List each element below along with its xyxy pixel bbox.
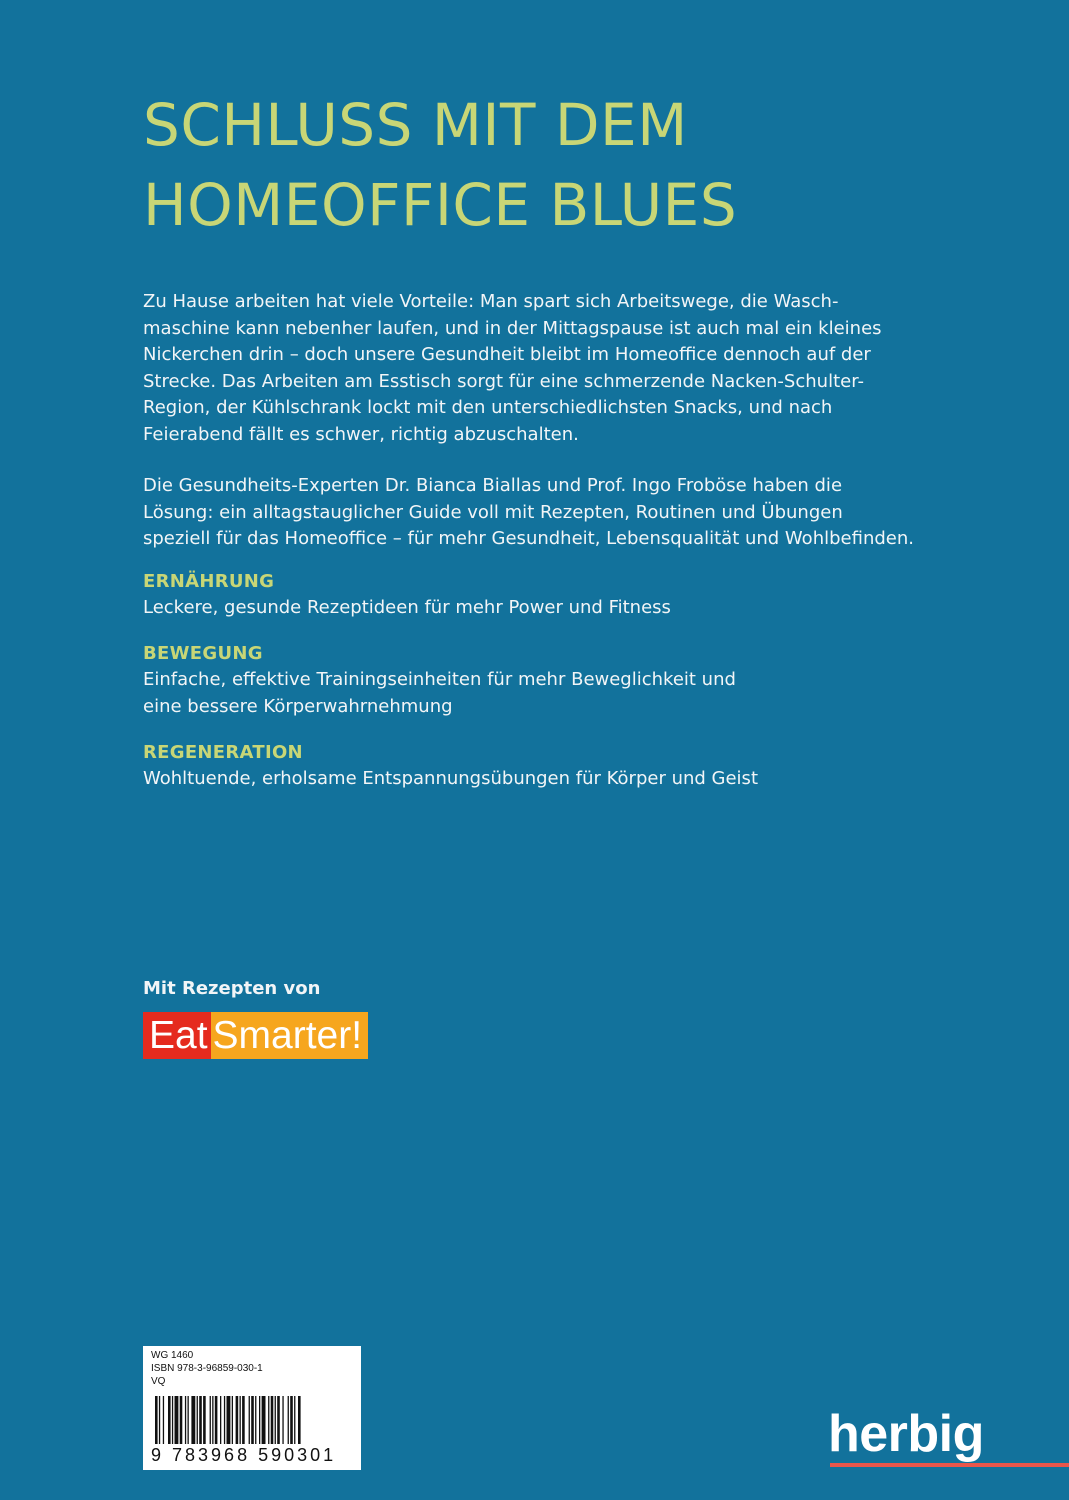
barcode-isbn: ISBN 978-3-96859-030-1 <box>151 1363 263 1374</box>
barcode-icon <box>155 1396 351 1446</box>
recipes-label: Mit Rezepten von <box>143 978 321 999</box>
section-movement <box>143 641 903 720</box>
section-text: Wohltuende, erholsame Entspannungsübungen für Körper und Geist <box>143 768 758 789</box>
section-heading: ERNÄHRUNG <box>143 570 275 592</box>
text-line: Die Gesundheits-Experten Dr. Bianca Biallas und Prof. Ingo Froböse haben die <box>143 475 843 496</box>
text-line: Nickerchen drin – doch unsere Gesundheit bleibt im Homeoffice dennoch auf der <box>143 344 871 365</box>
text-line: Feierabend fällt es schwer, richtig abzuschalten. <box>143 423 579 445</box>
barcode-label <box>143 1346 361 1470</box>
text-line: Region, der Kühlschrank lockt mit den unterschiedlichsten Snacks, und nach <box>143 397 833 418</box>
paragraph-2 <box>143 473 914 553</box>
publisher-underline <box>830 1463 1069 1467</box>
logo-part-smarter: Smarter! <box>211 1012 369 1059</box>
book-title <box>143 85 737 245</box>
barcode-wg: WG 1460 <box>151 1350 194 1361</box>
section-nutrition <box>143 569 903 622</box>
section-text: eine bessere Körperwahrnehmung <box>143 695 453 717</box>
blurb <box>143 289 914 793</box>
text-line: Zu Hause arbeiten hat viele Vorteile: Man spart sich Arbeitswege, die Wasch- <box>143 291 839 312</box>
title-line-2: HOMEOFFICE BLUES <box>143 171 738 239</box>
section-heading: REGENERATION <box>143 742 303 763</box>
text-line: speziell für das Homeoffice – für mehr Gesundheit, Lebensqualität und Wohlbefinden. <box>143 528 914 549</box>
section-text: Einfache, effektive Trainingseinheiten für mehr Beweglichkeit und <box>143 669 736 690</box>
publisher-logo: herbig <box>828 1405 984 1463</box>
text-line: Strecke. Das Arbeiten am Esstisch sorgt für eine schmerzende Nacken-Schulter- <box>143 370 864 392</box>
section-text: Leckere, gesunde Rezeptideen für mehr Power und Fitness <box>143 596 671 618</box>
section-heading: BEWEGUNG <box>143 643 263 664</box>
title-line-1: SCHLUSS MIT DEM <box>143 91 688 159</box>
barcode-code: VQ <box>151 1376 166 1387</box>
logo-part-eat: Eat <box>143 1012 211 1059</box>
barcode-digits: 9 783968 590301 <box>151 1445 337 1465</box>
paragraph-1 <box>143 289 903 448</box>
text-line: maschine kann nebenher laufen, und in der Mittagspause ist auch mal ein kleines <box>143 317 882 339</box>
section-regeneration <box>143 740 903 793</box>
text-line: Lösung: ein alltagstauglicher Guide voll mit Rezepten, Routinen und Übungen <box>143 501 843 523</box>
eatsmarter-logo <box>143 1012 368 1059</box>
